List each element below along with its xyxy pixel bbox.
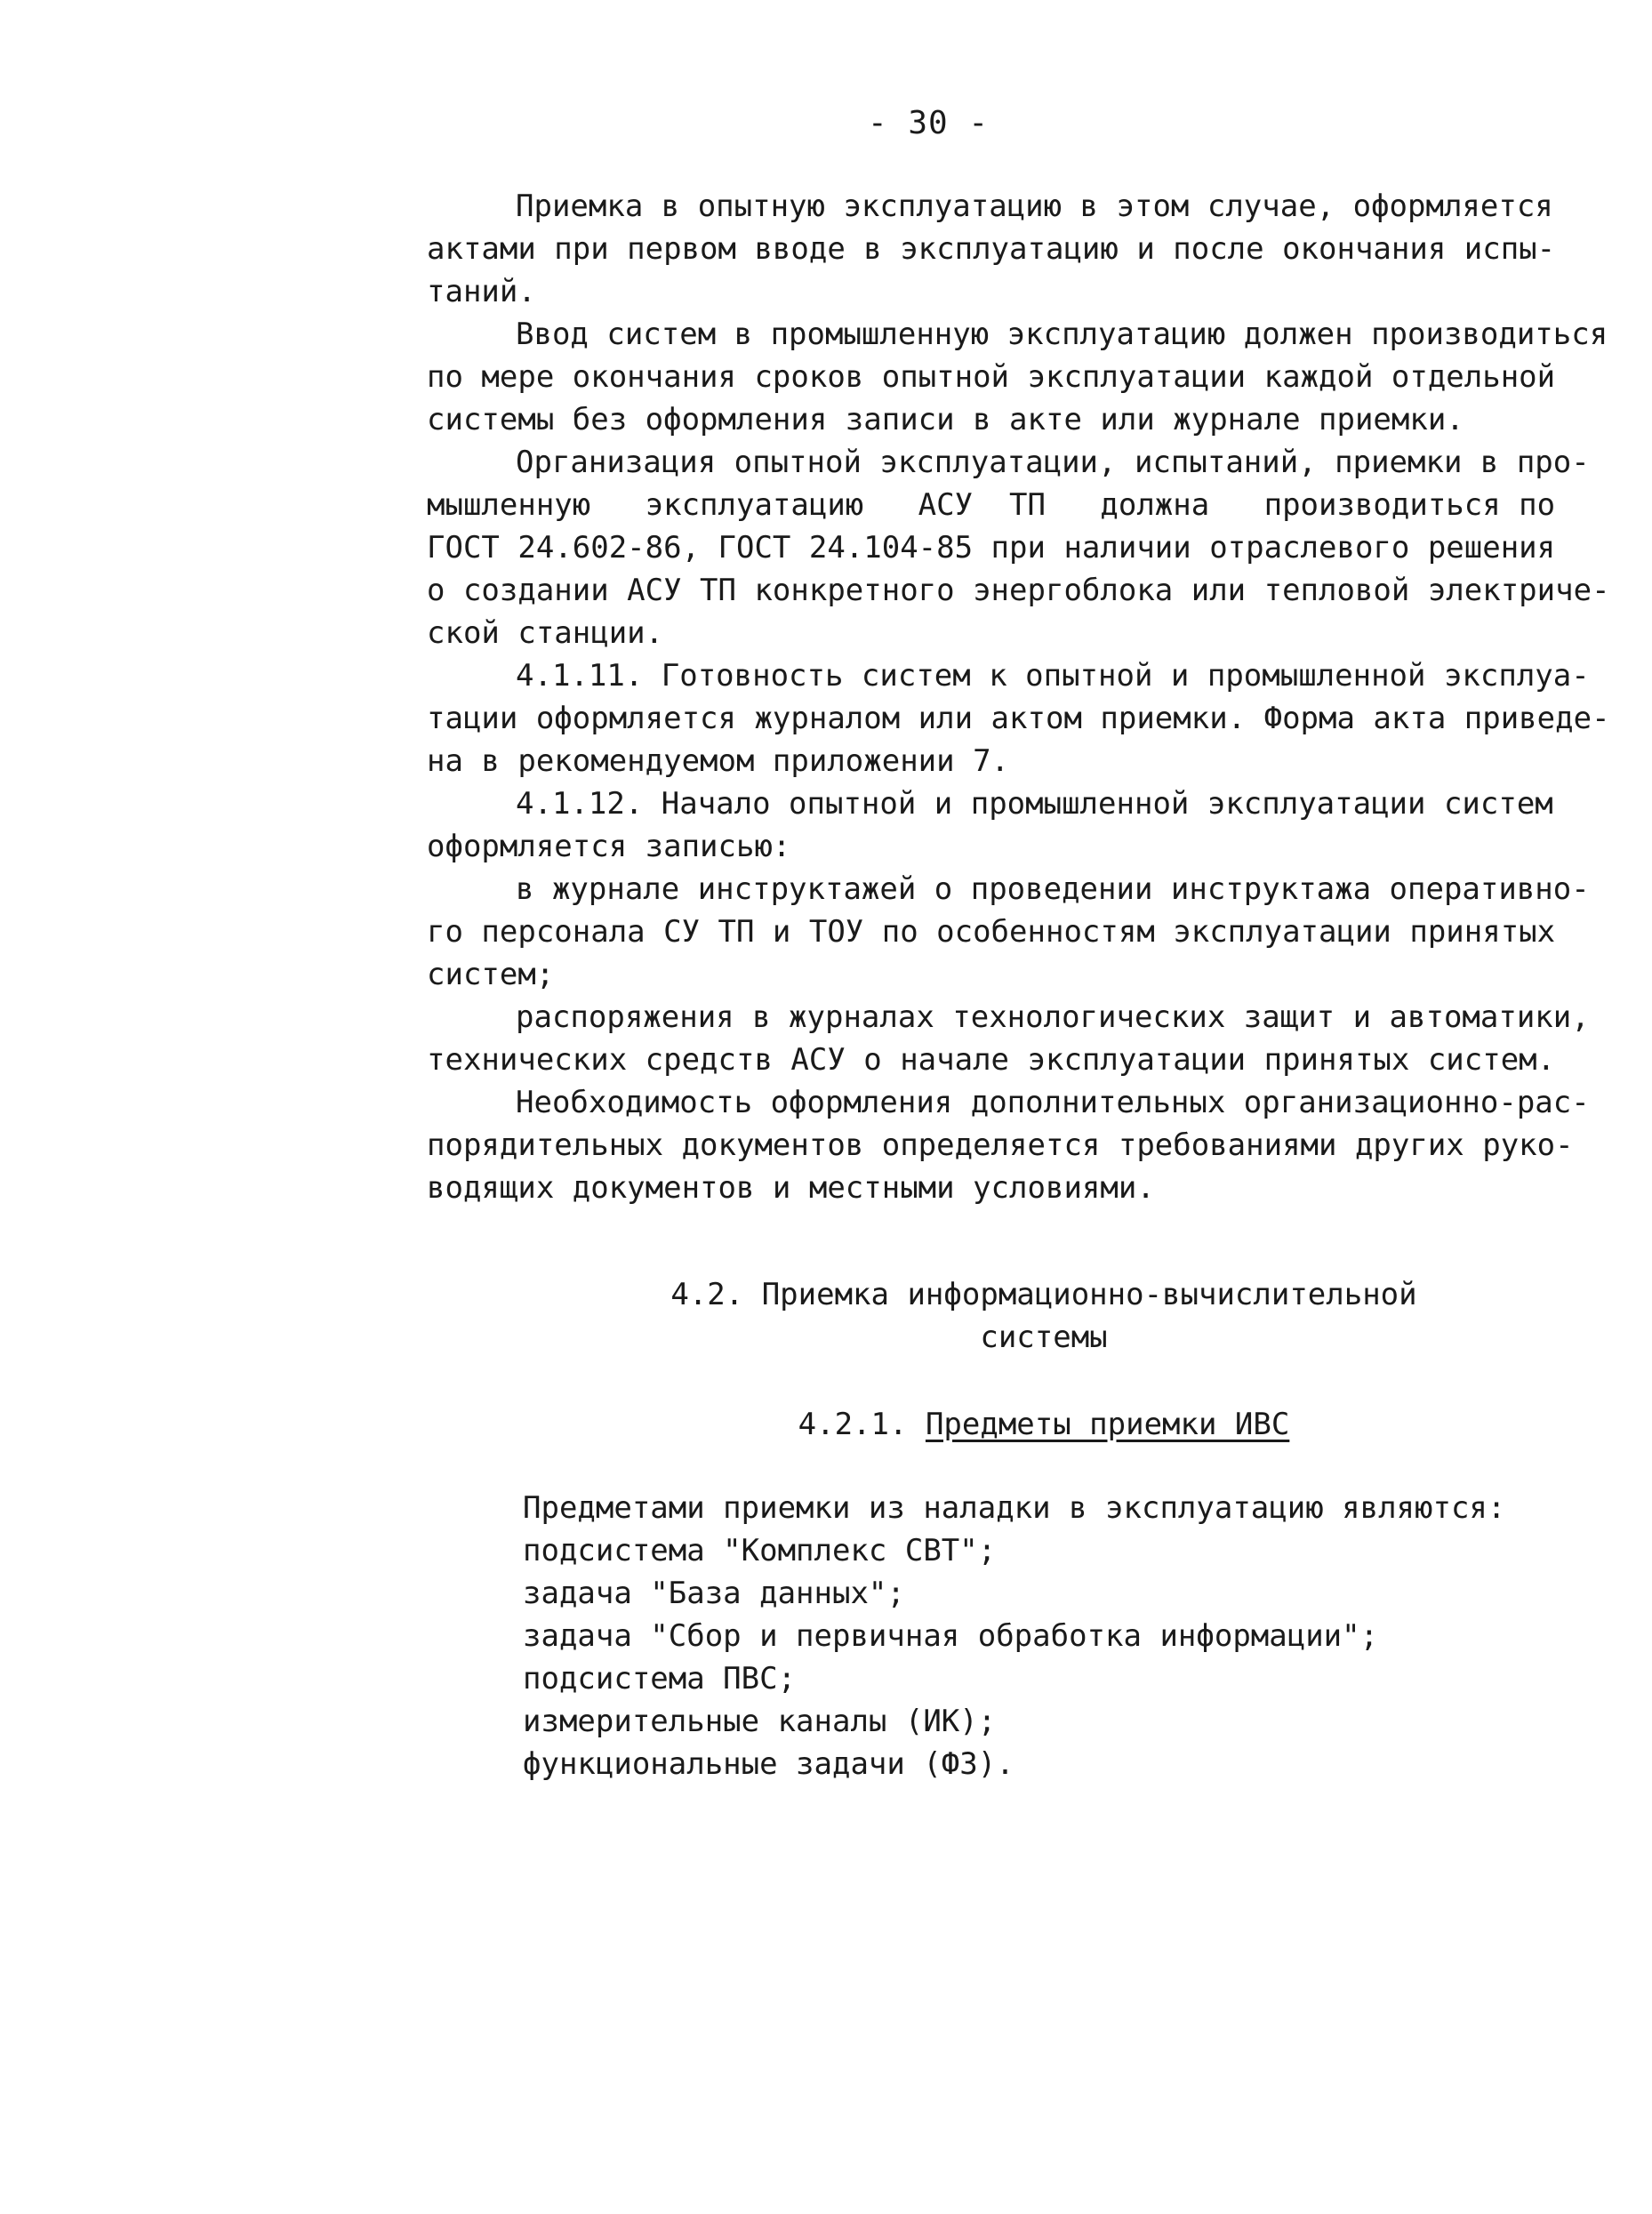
body-line: Необходимость оформления дополнительных организационно-рас- xyxy=(516,1085,1590,1120)
body-line: 4.1.11. Готовность систем к опытной и промышленной эксплуа- xyxy=(516,658,1590,694)
body-line: 4.1.12. Начало опытной и промышленной эксплуатации систем xyxy=(516,786,1553,822)
body-line: Ввод систем в промышленную эксплуатацию должен производиться xyxy=(516,317,1608,352)
list-intro: Предметами приемки из наладки в эксплуатацию являются: xyxy=(523,1490,1506,1526)
body-line: порядительных документов определяется требованиями других руко- xyxy=(427,1127,1574,1163)
list-item: подсистема "Комплекс СВТ"; xyxy=(523,1533,997,1568)
body-line: таний. xyxy=(427,274,536,309)
subsection-number: 4.2.1. xyxy=(798,1407,926,1442)
list-item: подсистема ПВС; xyxy=(523,1661,797,1697)
section-heading-line1: 4.2. Приемка информационно-вычислительной xyxy=(670,1277,1417,1312)
body-line: в журнале инструктажей о проведении инструктажа оперативно- xyxy=(516,871,1590,907)
subsection-heading xyxy=(0,1403,1652,1446)
list-item: задача "Сбор и первичная обработка информации"; xyxy=(523,1618,1379,1654)
body-line: Организация опытной эксплуатации, испытаний, приемки в про- xyxy=(516,445,1590,480)
body-line: оформляется записью: xyxy=(427,829,791,864)
body-line: го персонала СУ ТП и ТОУ по особенностям эксплуатации принятых xyxy=(427,914,1556,950)
body-line: тации оформляется журналом или актом приемки. Форма акта приведе- xyxy=(427,701,1610,736)
list-item: задача "База данных"; xyxy=(523,1576,905,1611)
section-heading xyxy=(0,1273,1652,1359)
body-line: мышленную эксплуатацию АСУ ТП должна производиться по xyxy=(427,487,1556,523)
body-line: по мере окончания сроков опытной эксплуатации каждой отдельной xyxy=(427,359,1556,395)
list-item: функциональные задачи (ФЗ). xyxy=(523,1746,1014,1782)
body-line: системы без оформления записи в акте или журнале приемки. xyxy=(427,402,1464,437)
subsection-title: Предметы приемки ИВС xyxy=(925,1407,1290,1442)
body-line: о создании АСУ ТП конкретного энергоблока или тепловой электриче- xyxy=(427,573,1610,608)
body-line: на в рекомендуемом приложении 7. xyxy=(427,743,1010,779)
body-line: ГОСТ 24.602-86, ГОСТ 24.104-85 при наличии отраслевого решения xyxy=(427,530,1556,566)
section-heading-line2: системы xyxy=(980,1320,1108,1355)
list-item: измерительные каналы (ИК); xyxy=(523,1704,997,1739)
body-line: Приемка в опытную эксплуатацию в этом случае, оформляется xyxy=(516,189,1553,224)
page-number: - 30 - xyxy=(867,105,990,141)
body-line: технических средств АСУ о начале эксплуатации принятых систем. xyxy=(427,1042,1556,1078)
body-line: распоряжения в журналах технологических защит и автоматики, xyxy=(516,999,1590,1035)
body-line: актами при первом вводе в эксплуатацию и после окончания испы- xyxy=(427,231,1556,267)
body-line: водящих документов и местными условиями. xyxy=(427,1170,1155,1206)
body-line: систем; xyxy=(427,957,555,992)
body-line: ской станции. xyxy=(427,615,664,651)
acceptance-list xyxy=(523,1487,1572,1785)
body-text xyxy=(427,185,1610,1209)
